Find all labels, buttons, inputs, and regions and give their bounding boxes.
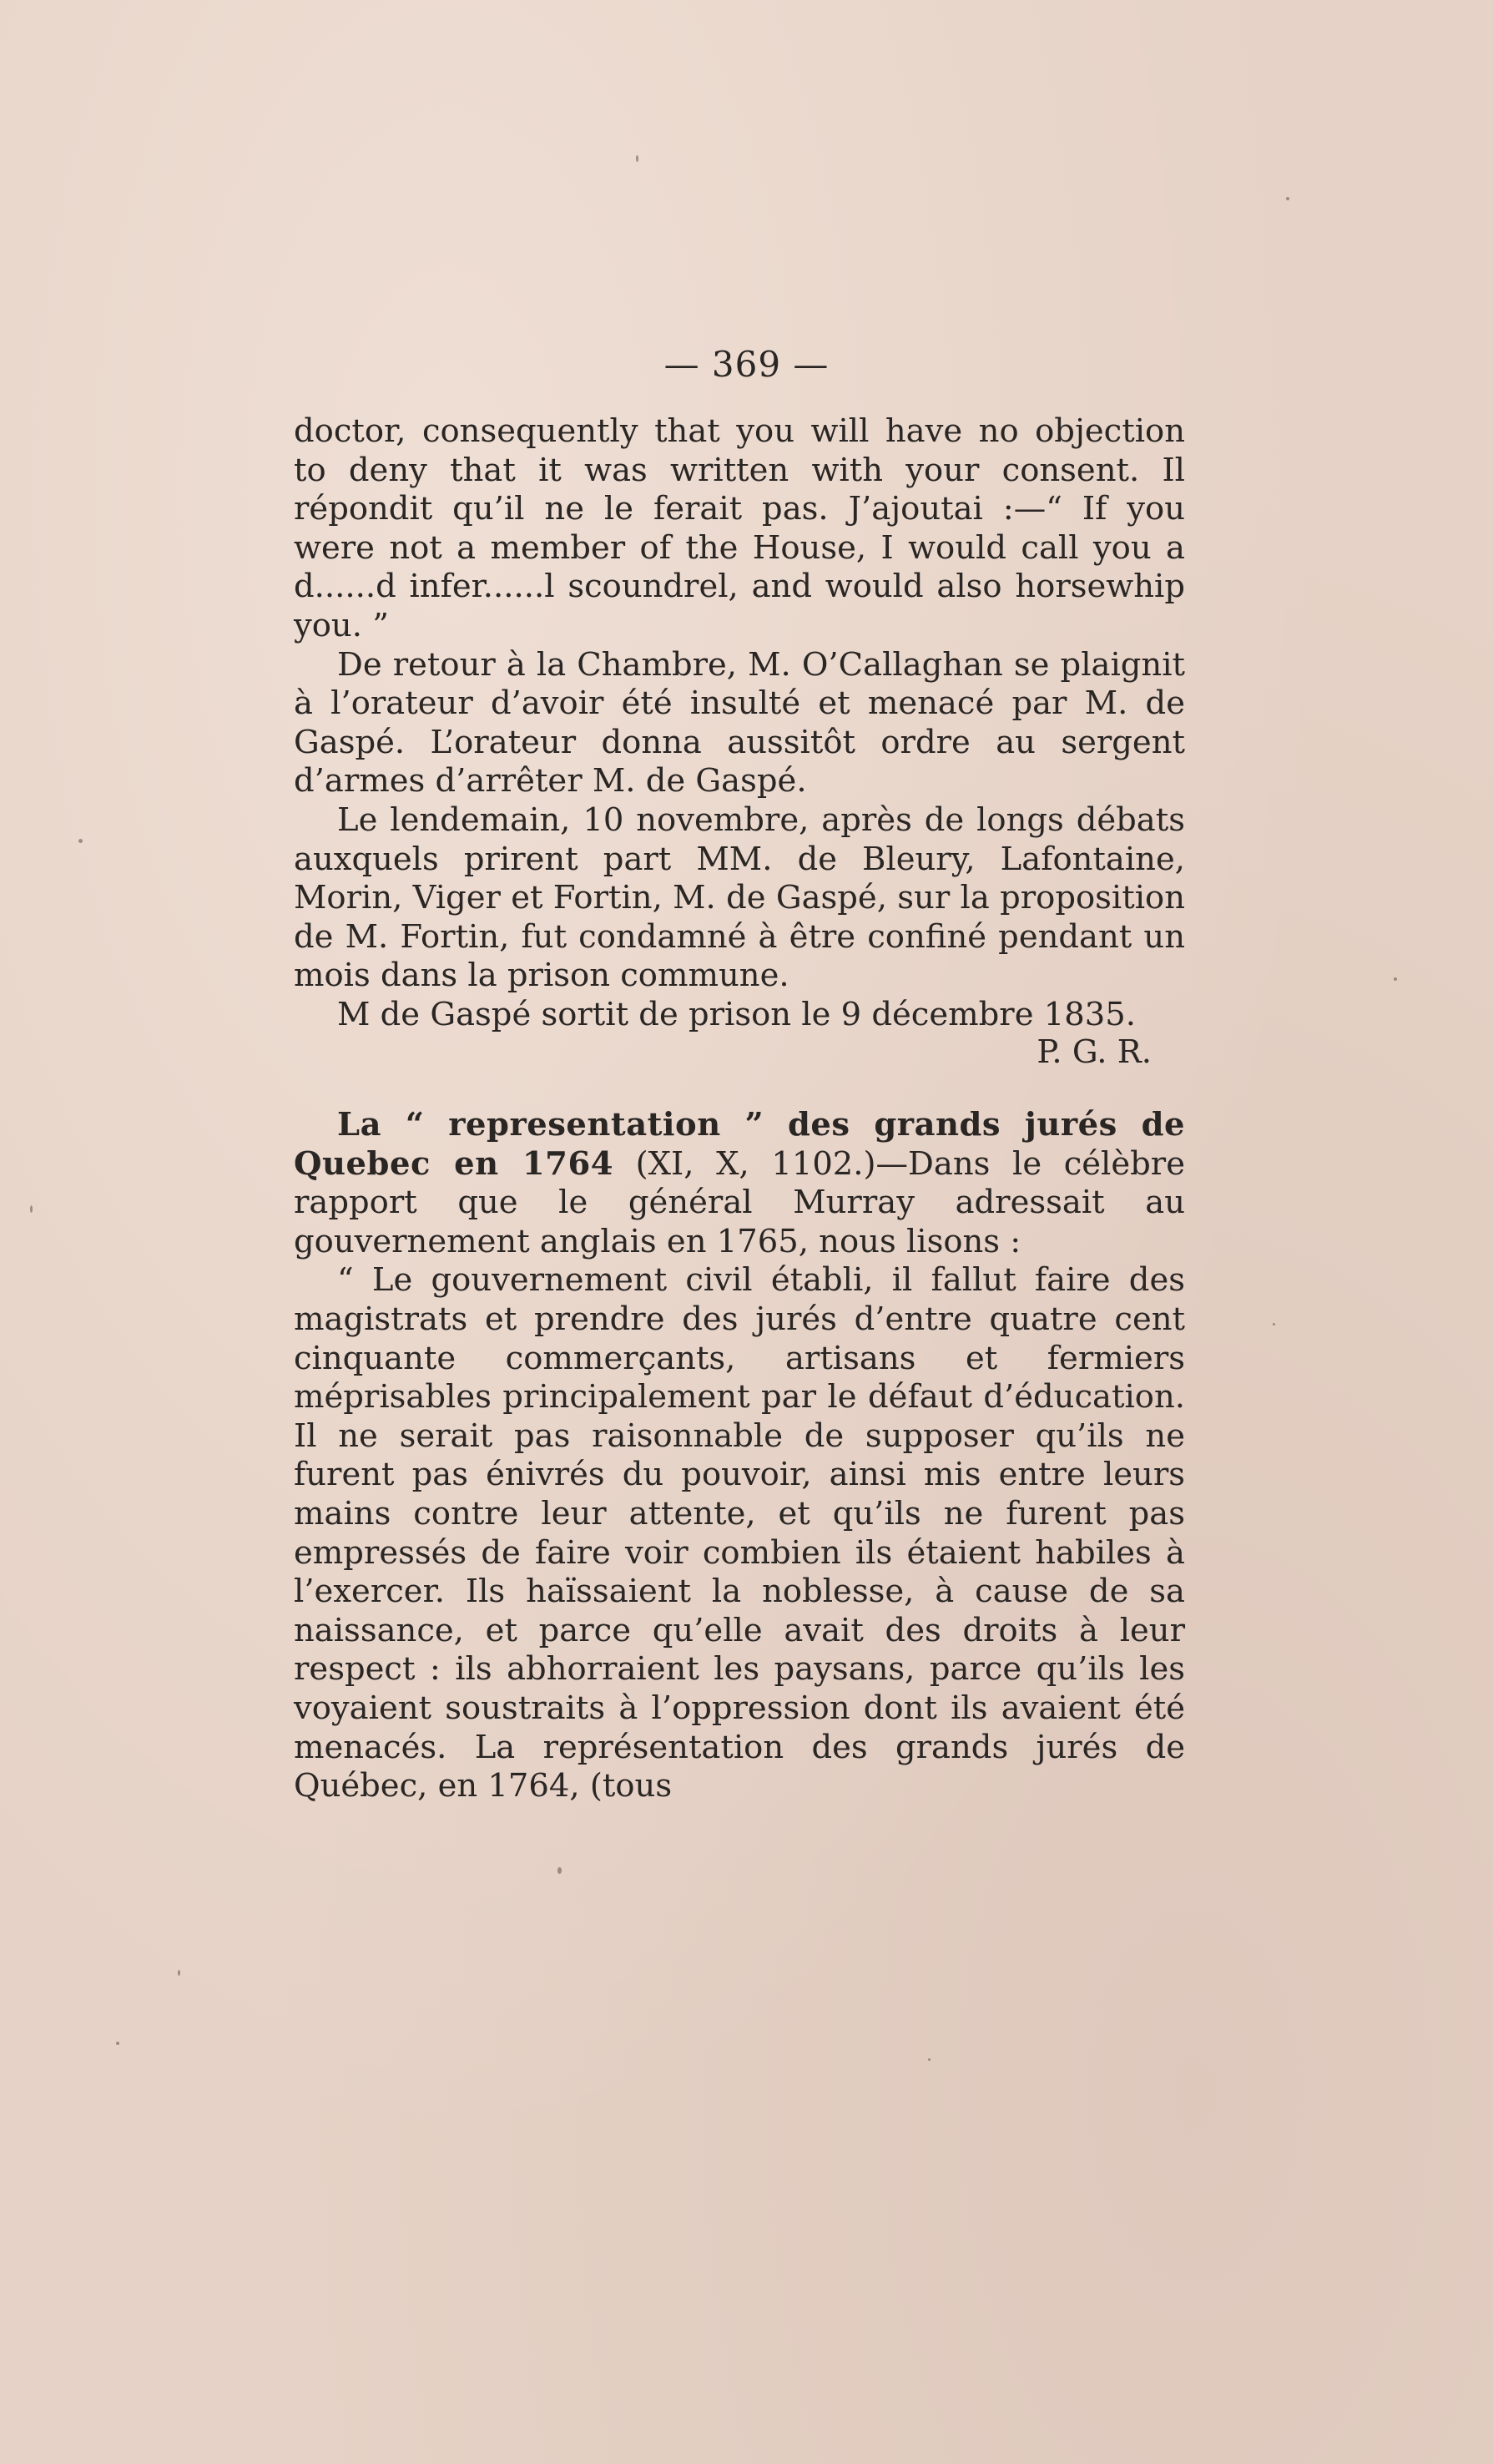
paragraph-continuation: doctor, consequently that you will have no objection to deny that it was written with your consent. Il répondit qu’il ne le ferait pas. J’ajoutai :—“ If you were not a member of the House, I would call you a d......d infer......l scoundrel, and would also horsewhip you. ” (294, 412, 1185, 644)
paragraph: Le lendemain, 10 novembre, après de longs débats auxquels prirent part MM. de Bleury, Lafontaine, Morin, Viger et Fortin, M. de Gaspé, sur la proposition de M. Fortin, fut condamné à être confiné pendant un mois dans la prison commune. (294, 800, 1185, 995)
paper-speck (636, 155, 638, 162)
paper-speck (1286, 197, 1289, 200)
paper-speck (928, 2058, 931, 2061)
entry-title: La “ representation ” des grands jurés de Quebec en 1764 (294, 1106, 1185, 1183)
quotation: “ Le gouvernement civil établi, il fallut faire des magistrats et prendre des jurés d’entre quatre cent cinquante commerçants, artisans et fermiers méprisables principalement par le défaut d’éducation. Il ne serait pas raisonnable de supposer qu’ils ne furent pas énivrés du pouvoir, ainsi mis entre leurs mains contre leur attente, et qu’ils ne furent pas empressés de faire voir combien ils étaient habiles à l’exercer. Ils haïssaient la noblesse, à cause de sa naissance, et parce qu’elle avait des droits à leur respect : ils abhorraient les paysans, parce qu’ils les voyaient soustraits à l’oppression dont ils avaient été menacés. La représentation des grands jurés de Québec, en 1764, (tous (294, 1261, 1185, 1805)
paper-speck (30, 1205, 33, 1213)
author-signature: P. G. R. (1037, 1033, 1152, 1071)
paper-speck (178, 1970, 180, 1976)
article-one (294, 412, 1185, 1035)
entry-reference: (XI, X, 1102.)—Dans le célèbre rapport que le général Murray adressait au gouvernement anglais en 1765, nous lisons : (294, 1144, 1185, 1260)
entry-heading-paragraph (294, 1106, 1185, 1261)
paper-speck (78, 839, 83, 843)
paper-speck (116, 2042, 119, 2045)
page-number: — 369 — (663, 344, 830, 385)
paper-speck (1273, 1323, 1275, 1325)
paragraph: De retour à la Chambre, M. O’Callaghan se plaignit à l’orateur d’avoir été insulté et menacé par M. de Gaspé. L’orateur donna aussitôt ordre au sergent d’armes d’arrêter M. de Gaspé. (294, 645, 1185, 800)
paragraph: M de Gaspé sortit de prison le 9 décembre 1835. (337, 995, 1136, 1033)
paper-speck (557, 1867, 562, 1874)
article-two (294, 1106, 1185, 1806)
paper-speck (1394, 977, 1397, 981)
